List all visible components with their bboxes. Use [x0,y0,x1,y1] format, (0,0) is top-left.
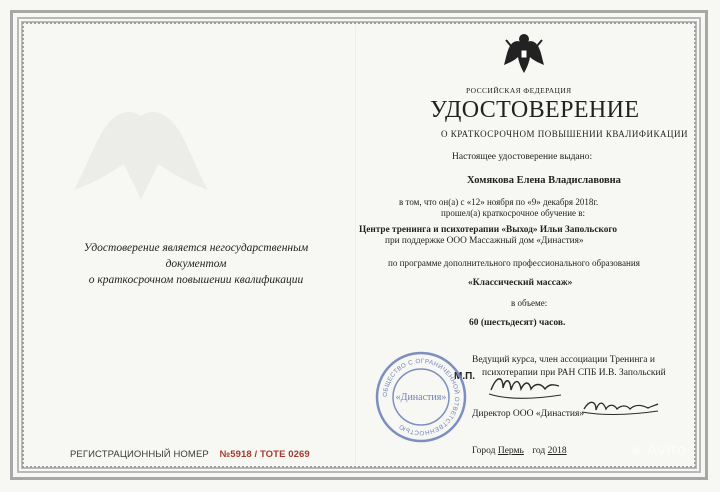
year-label: год [532,446,546,456]
company-stamp [374,350,468,444]
training-center: Центре тренинга и психотерапии «Выход» Ильи Запольского [359,225,617,235]
program-line: по программе дополнительного профессионального образования [388,258,640,268]
training-period: в том, что он(а) с «12» ноября по «9» декабря 2018г. [399,197,599,207]
watermark [632,442,686,460]
city-year-row [472,446,567,456]
stamp-outer-text: ОБЩЕСТВО С ОГРАНИЧЕННОЙ ОТВЕТСТВЕННОСТЬЮ [381,357,461,437]
course-name: «Классический массаж» [468,278,573,288]
registration-row [70,449,310,460]
faded-eagle-icon [66,96,216,216]
volume-label: в объеме: [511,298,548,308]
completed-training-label: прошел(а) краткосрочное обучение в: [441,208,586,218]
city-value: Пермь [497,446,524,456]
document-title: УДОСТОВЕРЕНИЕ [430,97,640,123]
registration-number: №5918 / ТОТЕ 0269 [219,449,310,460]
director-title: Директор ООО «Династия» [472,409,585,419]
lead-line-1: Ведущий курса, член ассоциации Тренинга и [472,355,655,365]
director-signature [580,394,660,418]
lead-signature [487,370,563,404]
stamp-center-text: «Династия» [395,392,447,403]
year-value: 2018 [547,446,567,456]
registration-label: РЕГИСТРАЦИОННЫЙ НОМЕР [70,449,209,460]
document-subtitle: О КРАТКОСРОЧНОМ ПОВЫШЕНИИ КВАЛИФИКАЦИИ [441,129,689,139]
fold-line [355,25,356,465]
country-label: РОССИЙСКАЯ ФЕДЕРАЦИЯ [466,86,572,95]
support-line: при поддержке ООО Массажный дом «Династия» [385,236,584,246]
seal-place-label: М.П. [454,371,476,382]
issued-to-label: Настоящее удостоверение выдано: [452,152,593,162]
volume-hours: 60 (шестьдесят) часов. [469,318,566,328]
watermark-text: Avito [646,442,687,459]
watermark-dot-icon [632,447,640,455]
left-note [58,240,334,288]
lead-line-2: психотерапии при РАН СПБ И.В. Запольский [482,368,666,378]
city-label: Город [472,446,496,456]
recipient-name: Хомякова Елена Владиславовна [467,175,621,186]
left-note-line-1: Удостоверение является негосударственным документом [83,242,309,270]
double-headed-eagle-icon [503,30,545,80]
left-note-line-2: о краткосрочном повышении квалификации [88,274,304,286]
